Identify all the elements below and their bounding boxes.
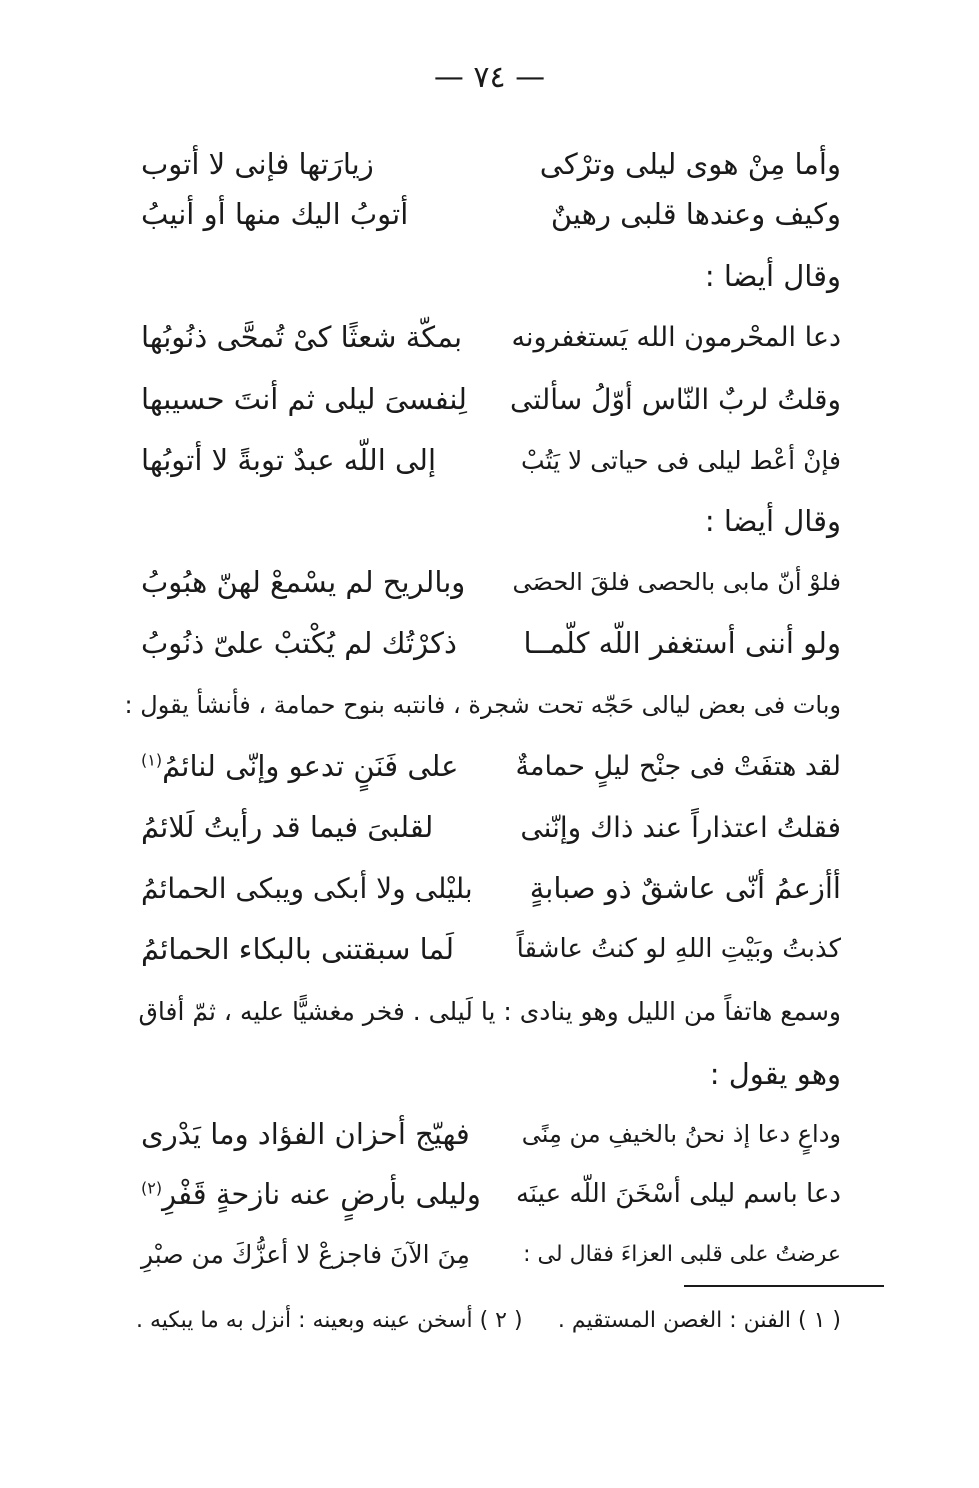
verse-line [141, 558, 841, 606]
verse-first-hemistich: وقلتُ لربٌ النّاس أوّلُ سألتى [509, 382, 841, 416]
verse-first-hemistich: وأما مِنْ هوى ليلى وترْكى [539, 147, 841, 181]
verse-first-hemistich: فإنْ أعْط ليلى فى حياتى لا يَتُبْ [521, 445, 841, 475]
verse-second-hemistich [141, 626, 481, 660]
verse-second-hemistich-text: لقلبىَ فيما قد رأيتُ لَلائمُ [141, 810, 434, 844]
footnote-marker: (١) [141, 750, 163, 770]
verse-second-hemistich [141, 749, 481, 783]
verse-line [141, 803, 841, 851]
verse-first-hemistich: دعا المحْرمون الله يَستغفرونه [511, 321, 841, 353]
verse-line [141, 375, 841, 423]
verse-second-hemistich-text: ذكرْتُك لم يُكْتبْ علىّ ذنُوبُ [141, 626, 457, 660]
verse-second-hemistich [141, 1240, 481, 1269]
verse-second-hemistich-text: لِنفسىَ ليلى ثم أنتَ حسيبها [141, 382, 468, 416]
verse-first-hemistich: وداعٍ دعا إذ نحنُ بالخيفِ من مِنًى [521, 1120, 841, 1148]
verse-line [141, 140, 841, 188]
verse-line [141, 1230, 841, 1278]
prose-line: وهو يقول : [709, 1057, 841, 1091]
prose-line: وقال أيضا : [704, 504, 841, 538]
footnote-marker: (٢) [141, 1178, 163, 1198]
verse-line [141, 436, 841, 484]
verse-second-hemistich [141, 1177, 481, 1211]
verse-first-hemistich: دعا باسم ليلى أسْخَنَ اللّه عينَه [515, 1179, 841, 1209]
footnote-separator [684, 1285, 884, 1287]
footnote-2: ( ٢ ) أسخن عينه وبعينه : أنزل به ما يبكيه . [136, 1307, 523, 1333]
verse-second-hemistich-text: فهيّج أحزان الفؤاد وما يَدْرى [141, 1117, 470, 1151]
verse-line [141, 313, 841, 361]
verse-second-hemistich-text: وبالريح لم يسْمعْ لهنّ هبُوبُ [141, 565, 466, 599]
verse-second-hemistich-text: إلى اللّه عبدٌ توبةً لا أتوبُها [141, 443, 437, 477]
verse-line [141, 1170, 841, 1218]
verse-second-hemistich-text: بليْلى ولا أبكى ويبكى الحمائمُ [141, 871, 473, 905]
verse-line [141, 864, 841, 912]
footnotes [136, 1300, 841, 1340]
verse-first-hemistich: عرضتُ على قلبى العزاءَ فقال لى : [523, 1241, 841, 1267]
verse-second-hemistich [141, 443, 481, 477]
verse-second-hemistich [141, 872, 481, 905]
verse-first-hemistich: ولو أننى أستغفر اللّه كلّمــا [523, 626, 841, 660]
verse-second-hemistich-text: لَما سبقتنى بالبكاء الحمائمُ [141, 932, 455, 966]
verse-second-hemistich [141, 197, 481, 231]
verse-line [141, 1110, 841, 1158]
verse-first-hemistich: أأزعمُ أنّى عاشقٌ ذو صبابةٍ [529, 871, 841, 905]
prose-line: وبات فى بعض ليالى حَجّه تحت شجرة ، فانتبه بنوح حمامة ، فأنشأ يقول : [124, 691, 841, 719]
verse-second-hemistich-text: بمكّة شعثًا كىْ تُمحَّى ذنُوبُها [141, 320, 463, 354]
verse-line [141, 925, 841, 973]
verse-second-hemistich-text: زيارَتها فإنى لا أتوب [141, 147, 374, 181]
verse-second-hemistich-text: على فَنَنٍ تدعو وإنّى لنائمُ [162, 749, 459, 783]
prose-line: وسمع هاتفاً من الليل وهو ينادى : يا لَيلى . فخر مغشيًّا عليه ، ثمّ أفاق [138, 997, 841, 1026]
verse-first-hemistich: فلوْ أنّ مابى بالحصى فلقَ الحصَى [512, 568, 841, 596]
verse-second-hemistich [141, 320, 481, 354]
page-number: — ٧٤ — [433, 60, 546, 95]
verse-second-hemistich-text: وليلى بأرضٍ عنه نازحةٍ قَفْرِ [162, 1177, 481, 1211]
verse-second-hemistich [141, 147, 481, 181]
verse-line [141, 190, 841, 238]
prose-line: وقال أيضا : [704, 259, 841, 293]
verse-first-hemistich: فقلتُ اعتذاراً عند ذاك وإنّنى [520, 810, 841, 844]
verse-first-hemistich: كذبتُ وبَيْتِ اللهِ لو كنتُ عاشقاً [516, 934, 841, 964]
verse-first-hemistich: وكيف وعندها قلبى رهينٌ [550, 197, 841, 231]
verse-second-hemistich [141, 1117, 481, 1151]
verse-second-hemistich-text: أتوبُ اليك منها أو أنيبُ [141, 197, 409, 231]
verse-first-hemistich: لقد هتفَتْ فى جنْح ليلٍ حمامةٌ [515, 750, 841, 782]
verse-second-hemistich [141, 565, 481, 599]
verse-line [141, 742, 841, 790]
footnote-1: ( ١ ) الفنن : الغصن المستقيم . [557, 1307, 841, 1333]
verse-second-hemistich [141, 932, 481, 966]
verse-second-hemistich-text: مِنَ الآنَ فاجزعْ لا أعزُّكَ من صبْرِ [141, 1239, 470, 1269]
verse-line [141, 619, 841, 667]
verse-second-hemistich [141, 810, 481, 844]
verse-second-hemistich [141, 382, 481, 416]
